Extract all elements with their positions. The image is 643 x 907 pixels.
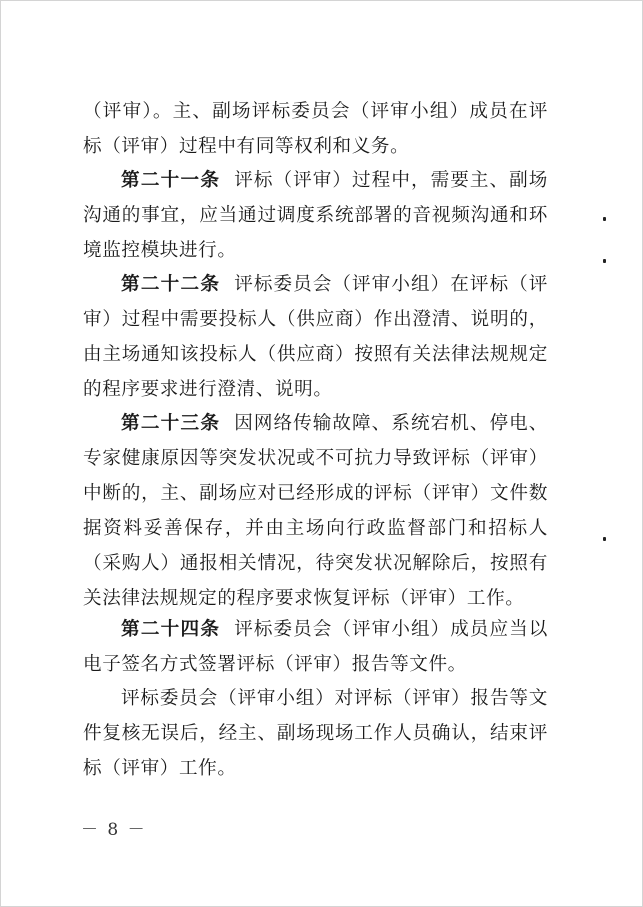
article-21: [83, 163, 548, 268]
page-number: － 8 －: [81, 820, 147, 840]
article-text: 评标（评审）过程中，需要主、副场沟通的事宜，应当通过调度系统部署的音视频沟通和环境监控模块进行。: [83, 170, 548, 261]
article-22: [83, 267, 548, 407]
scan-speck: [603, 217, 606, 221]
paragraph-continuation: [83, 94, 548, 164]
article-23: [83, 406, 548, 616]
paragraph-text: （评审）。主、副场评标委员会（评审小组）成员在评标（评审）过程中有同等权利和义务。: [83, 101, 548, 157]
article-24: [83, 612, 548, 682]
article-text: 评标委员会（评审小组）在评标（评审）过程中需要投标人（供应商）作出澄清、说明的，由主场通知该投标人（供应商）按照有关法律法规规定的程序要求进行澄清、说明。: [83, 274, 548, 400]
article-heading: 第二十三条: [121, 413, 221, 434]
scan-speck: [603, 259, 606, 263]
article-heading: 第二十二条: [121, 274, 221, 295]
article-heading: 第二十一条: [121, 170, 221, 191]
article-heading: 第二十四条: [121, 619, 221, 640]
article-24-paragraph-2: [83, 681, 548, 786]
article-text: 评标委员会（评审小组）成员应当以电子签名方式签署评标（评审）报告等文件。: [83, 619, 548, 675]
scan-speck: [603, 537, 606, 541]
article-text: 因网络传输故障、系统宕机、停电、专家健康原因等突发状况或不可抗力导致评标（评审）中断的，主、副场应对已经形成的评标（评审）文件数据资料妥善保存，并由主场向行政监督部门和招标人（采购人）通报相关情况，待突发状况解除后，按照有关法律法规规定的程序要求恢复评标（评审）工作。: [83, 413, 548, 609]
paragraph-text: 评标委员会（评审小组）对评标（评审）报告等文件复核无误后，经主、副场现场工作人员确认，结束评标（评审）工作。: [83, 688, 548, 779]
